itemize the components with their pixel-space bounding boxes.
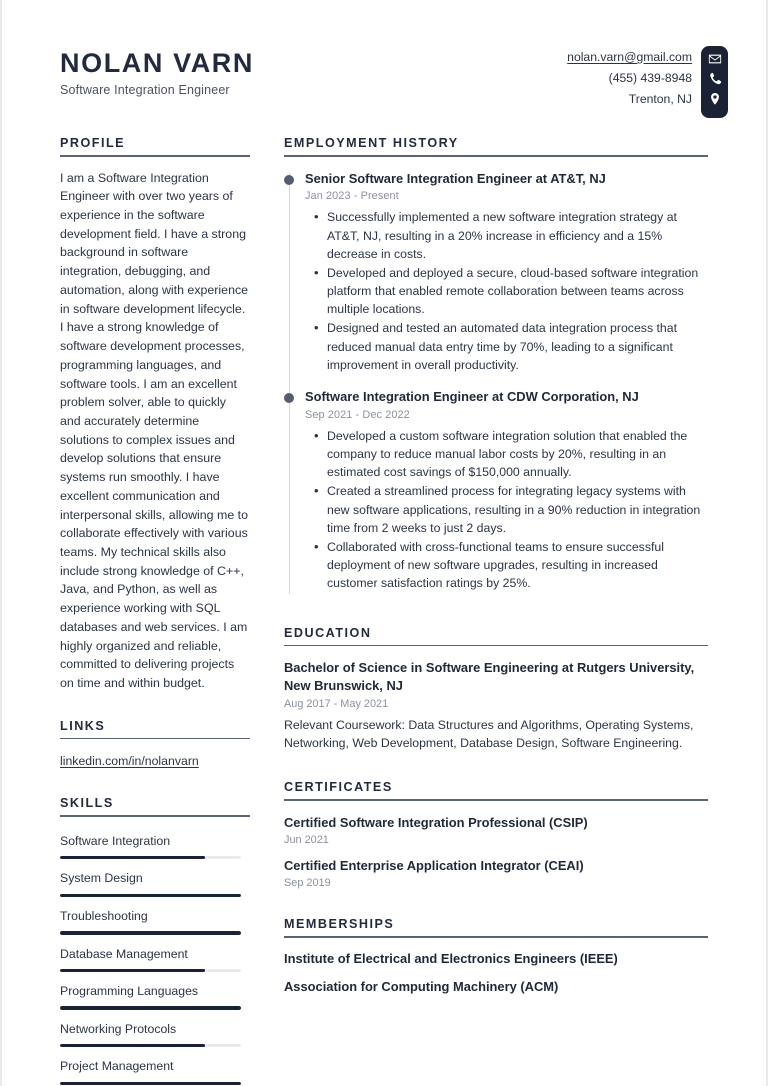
skill-label: Troubleshooting (60, 909, 148, 923)
skill-label: Programming Languages (60, 984, 199, 999)
left-column (60, 136, 250, 1086)
skill-progress-track (60, 894, 241, 897)
job-bullet: • Collaborated with cross-functional teams to ensure successful deployment of new software upgrades, resulting in increased customer satisfaction ratings by 25%. (327, 538, 708, 593)
skill-label: Project Management (60, 1059, 174, 1074)
skill-progress-track (60, 856, 241, 859)
membership-title: Association for Computing Machinery (ACM) (284, 978, 559, 994)
certificate-title: Certified Enterprise Application Integrator (CEAI) (284, 858, 584, 873)
skill-progress-fill (60, 1006, 241, 1009)
skills-list (60, 828, 250, 1085)
job-bullet: • Successfully implemented a new software integration strategy at AT&T, NJ, resulting in a 20% increase in efficiency and a 15% decrease in costs. (327, 208, 708, 263)
candidate-name: NOLAN VARN (60, 48, 254, 78)
certificate-entry (284, 814, 708, 846)
skill-item (60, 978, 250, 1010)
job-bullet: • Developed a custom software integration solution that enabled the company to reduce manual labor costs by 20%, resulting in an estimated cost savings of $150,000 annually. (327, 427, 708, 482)
identity-block (60, 44, 254, 97)
skill-progress-fill (60, 1082, 241, 1085)
section-rule (284, 645, 708, 647)
skill-item (60, 865, 250, 897)
right-column (284, 136, 708, 995)
job-bullet: • Designed and tested an automated data integration process that reduced manual data entry time by 70%, leading to a significant improvement in overall productivity. (327, 319, 708, 374)
candidate-job-title: Software Integration Engineer (60, 83, 230, 98)
link-item[interactable]: linkedin.com/in/nolanvarn (60, 754, 199, 769)
phone-icon (708, 72, 722, 86)
resume-header (2, 0, 766, 118)
resume-body (2, 118, 766, 1086)
skill-progress-track (60, 969, 241, 972)
employment-entry (305, 389, 708, 597)
membership-title: Institute of Electrical and Electronics Engineers (IEEE) (284, 950, 618, 966)
section-heading-skills: SKILLS (60, 796, 114, 811)
job-bullet: • Created a streamlined process for integrating legacy systems with new software applications, resulting in a 90% reduction in integration time from 2 weeks to just 2 days. (327, 482, 708, 537)
contact-details (567, 46, 692, 110)
skill-label: Database Management (60, 946, 188, 961)
skill-item (60, 1016, 250, 1048)
links-list (60, 739, 250, 770)
contact-phone: (455) 439-8948 (608, 70, 692, 85)
job-role: Software Integration Engineer at CDW Corporation, NJ (305, 389, 639, 405)
job-bullets (305, 427, 708, 593)
section-profile (60, 136, 250, 693)
job-dates: Sep 2021 - Dec 2022 (305, 408, 410, 421)
skill-label: Networking Protocols (60, 1021, 177, 1036)
section-rule (284, 155, 708, 157)
skill-progress-fill (60, 931, 241, 934)
employment-entry (305, 171, 708, 389)
skill-progress-track (60, 1006, 241, 1009)
employment-timeline (284, 171, 708, 598)
membership-entry (284, 979, 708, 996)
section-rule (284, 799, 708, 801)
section-heading-certificates: CERTIFICATES (284, 780, 393, 795)
section-rule (60, 815, 250, 817)
skill-item (60, 828, 250, 860)
skill-progress-track (60, 931, 241, 934)
education-entry (284, 659, 708, 752)
education-dates: Aug 2017 - May 2021 (284, 697, 389, 710)
skill-progress-track (60, 1044, 241, 1047)
certificate-date: Jun 2021 (284, 834, 329, 846)
skill-label: System Design (60, 871, 143, 886)
section-links (60, 719, 250, 771)
membership-entry (284, 951, 708, 968)
section-memberships (284, 917, 708, 995)
envelope-icon (708, 52, 722, 66)
job-bullets (305, 208, 708, 374)
contact-block (567, 44, 728, 118)
section-skills (60, 796, 250, 1084)
section-education (284, 626, 708, 753)
skill-progress-fill (60, 969, 205, 972)
certificate-title: Certified Software Integration Professional (CSIP) (284, 814, 588, 830)
profile-text: I am a Software Integration Engineer with over two years of experience in the software development field. I have a strong background in software integration, debugging, and automation, along with experience in software development lifecycle. I have a strong knowledge of software development processes, programming languages, and software tools. I am an excellent problem solver, able to quickly and accurately determine solutions to complex issues and develop solutions that ensure systems run smoothly. I have excellent communication and interpersonal skills, allowing me to collaborate effectively with various teams. My technical skills also include strong knowledge of C++, Java, and Python, as well as experience working with SQL databases and web services. I am highly organized and reliable, committed to delivering projects on time and within budget. (60, 170, 249, 690)
location-pin-icon (708, 92, 722, 106)
timeline-dot-icon (284, 175, 294, 185)
skill-progress-fill (60, 894, 241, 897)
job-bullet: • Developed and deployed a secure, cloud-based software integration platform that enabled remote collaboration between teams across multiple locations. (327, 264, 708, 319)
education-degree: Bachelor of Science in Software Engineering at Rutgers University, New Brunswick, NJ (284, 660, 695, 694)
skill-label: Software Integration (60, 833, 171, 848)
timeline-dot-icon (284, 393, 294, 403)
section-heading-links: LINKS (60, 718, 106, 733)
education-description: Relevant Coursework: Data Structures and Algorithms, Operating Systems, Networking, Web Development, Database Design, Software Engineering. (284, 717, 694, 750)
section-heading-profile: PROFILE (60, 136, 126, 150)
section-heading-education: EDUCATION (284, 625, 372, 640)
job-role: Senior Software Integration Engineer at AT&T, NJ (305, 170, 606, 186)
section-heading-memberships: MEMBERSHIPS (284, 917, 395, 932)
section-employment-history (284, 136, 708, 598)
skill-progress-fill (60, 1044, 205, 1047)
skill-progress-track (60, 1082, 241, 1085)
section-rule (284, 936, 708, 938)
section-certificates (284, 780, 708, 889)
section-rule (60, 155, 250, 157)
contact-icon-bar (701, 46, 728, 118)
section-heading-employment: EMPLOYMENT HISTORY (284, 136, 459, 150)
skill-progress-fill (60, 856, 205, 859)
skill-item (60, 903, 250, 935)
contact-email[interactable]: nolan.varn@gmail.com (567, 50, 692, 64)
skill-item (60, 1053, 250, 1085)
skill-item (60, 941, 250, 973)
certificate-date: Sep 2019 (284, 877, 331, 890)
job-dates: Jan 2023 - Present (305, 190, 399, 203)
contact-location: Trenton, NJ (628, 91, 692, 106)
certificate-entry (284, 857, 708, 889)
